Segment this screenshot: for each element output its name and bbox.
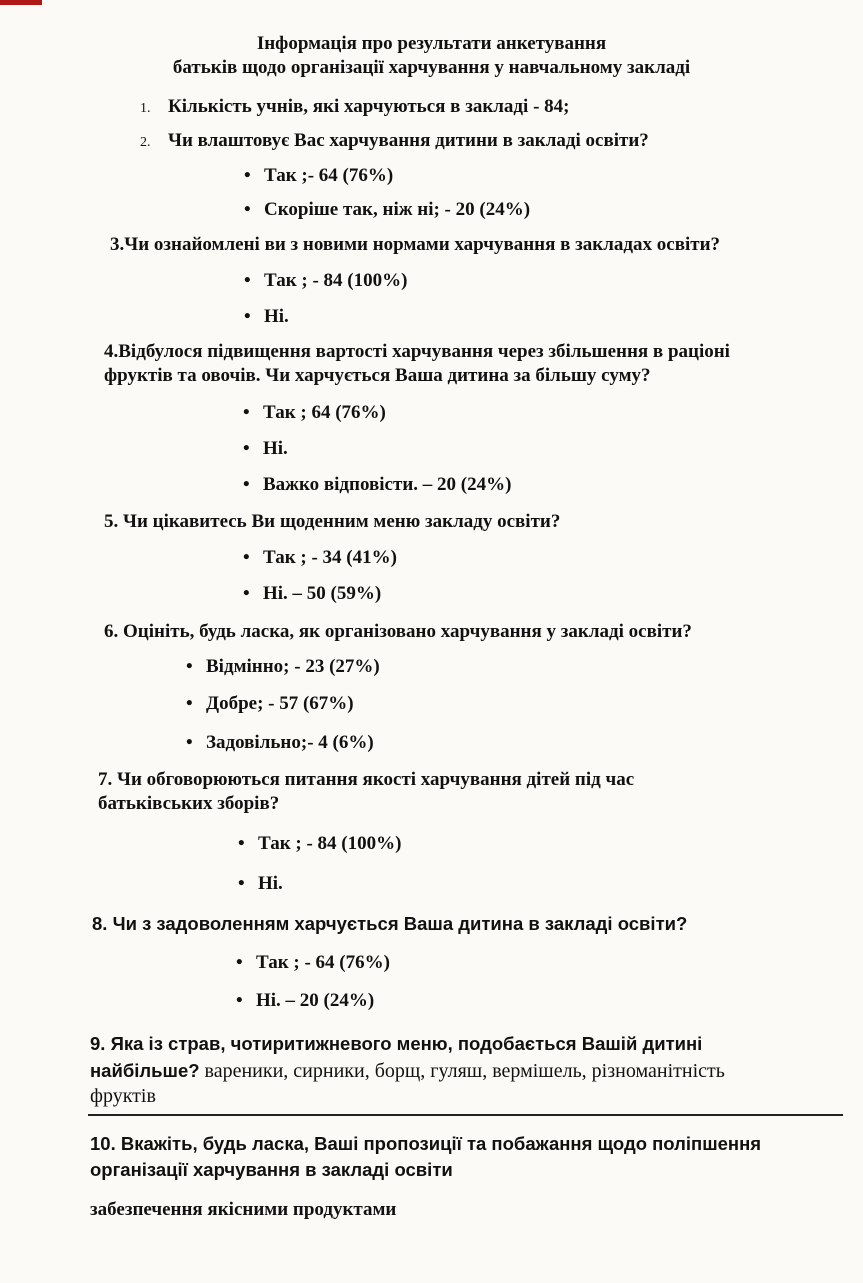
bullet-icon: • <box>244 165 251 186</box>
answer-text: Так ;- 64 (76%) <box>264 165 394 186</box>
question-1-text: Кількість учнів, які харчуються в закладі - 84; <box>168 96 570 117</box>
question-8: 8. Чи з задоволенням харчується Ваша дитина в закладі освіти? <box>92 913 688 934</box>
answer-text: Відмінно; - 23 (27%) <box>206 656 380 677</box>
answer-item <box>243 437 288 461</box>
bullet-icon: • <box>244 306 251 327</box>
question-10-answer: забезпечення якісними продуктами <box>90 1199 397 1220</box>
answer-item <box>238 832 401 856</box>
answer-item <box>244 164 393 188</box>
question-9-answer: вареники, сирники, борщ, гуляш, вермішель, різноманітність <box>199 1060 725 1082</box>
horizontal-rule <box>88 1114 843 1116</box>
bullet-icon: • <box>238 833 245 854</box>
answer-item <box>236 989 374 1013</box>
question-9-tail: найбільше? <box>90 1060 200 1081</box>
question-6: 6. Оцініть, будь ласка, як організовано харчування у закладі освіти? <box>104 621 692 642</box>
question-10-line-1: 10. Вкажіть, будь ласка, Ваші пропозиції та побажання щодо поліпшення <box>90 1133 762 1154</box>
bullet-icon: • <box>186 693 193 714</box>
bullet-icon: • <box>236 952 243 973</box>
answer-text: Так ; - 64 (76%) <box>256 952 390 973</box>
bullet-icon: • <box>236 990 243 1011</box>
bullet-icon: • <box>238 873 245 894</box>
bullet-icon: • <box>243 474 250 495</box>
bullet-icon: • <box>243 583 250 604</box>
answer-text: Так ; - 34 (41%) <box>263 547 397 568</box>
answer-item <box>186 692 354 716</box>
answer-text: Так ; 64 (76%) <box>263 402 386 423</box>
answer-text: Так ; - 84 (100%) <box>258 833 402 854</box>
question-2-text: Чи влаштовує Вас харчування дитини в закладі освіти? <box>168 130 649 151</box>
answer-text: Ні. <box>264 306 289 327</box>
page-title <box>0 32 863 80</box>
answer-text: Ні. – 20 (24%) <box>256 990 375 1011</box>
question-3: 3.Чи ознайомлені ви з новими нормами харчування в закладах освіти? <box>110 234 721 255</box>
answer-text: Скоріше так, ніж ні; - 20 (24%) <box>264 199 531 220</box>
question-1 <box>140 95 569 121</box>
answer-item <box>243 582 381 606</box>
answer-text: Задовільно;- 4 (6%) <box>206 732 374 753</box>
question-7-line-2: батьківських зборів? <box>98 793 280 814</box>
question-9-line-2 <box>90 1058 725 1084</box>
question-1-number: 1. <box>140 101 151 116</box>
answer-item <box>243 546 397 570</box>
answer-item <box>238 872 283 896</box>
bullet-icon: • <box>244 199 251 220</box>
question-7-line-1: 7. Чи обговорюються питання якості харчування дітей під час <box>98 769 635 790</box>
answer-item <box>244 269 407 293</box>
question-2-number: 2. <box>140 135 151 150</box>
answer-text: Добре; - 57 (67%) <box>206 693 354 714</box>
question-5: 5. Чи цікавитесь Ви щоденним меню закладу освіти? <box>104 511 561 532</box>
bullet-icon: • <box>186 732 193 753</box>
question-4-line-2: фруктів та овочів. Чи харчується Ваша дитина за більшу суму? <box>104 365 651 386</box>
title-line-1: Інформація про результати анкетування <box>256 33 607 54</box>
bullet-icon: • <box>243 438 250 459</box>
answer-text: Так ; - 84 (100%) <box>264 270 408 291</box>
answer-text: Ні. – 50 (59%) <box>263 583 382 604</box>
red-corner-mark <box>0 0 42 5</box>
answer-item <box>186 655 380 679</box>
bullet-icon: • <box>243 547 250 568</box>
bullet-icon: • <box>243 402 250 423</box>
answer-item <box>236 951 390 975</box>
question-4-line-1: 4.Відбулося підвищення вартості харчування через збільшення в раціоні <box>104 341 730 362</box>
question-9-line-1: 9. Яка із страв, чотиритижневого меню, подобається Вашій дитині <box>90 1033 703 1054</box>
question-2 <box>140 129 649 155</box>
question-10-line-2: організації харчування в закладі освіти <box>90 1159 453 1180</box>
answer-text: Ні. <box>258 873 283 894</box>
answer-item <box>243 401 386 425</box>
question-9-answer-continued: фруктів <box>90 1085 156 1107</box>
answer-text: Важко відповісти. – 20 (24%) <box>263 474 512 495</box>
answer-item <box>243 473 511 497</box>
answer-item <box>244 198 530 222</box>
answer-item <box>244 305 289 329</box>
answer-item <box>186 731 374 755</box>
bullet-icon: • <box>244 270 251 291</box>
bullet-icon: • <box>186 656 193 677</box>
title-line-2: батьків щодо організації харчування у навчальному закладі <box>172 57 691 78</box>
answer-text: Ні. <box>263 438 288 459</box>
